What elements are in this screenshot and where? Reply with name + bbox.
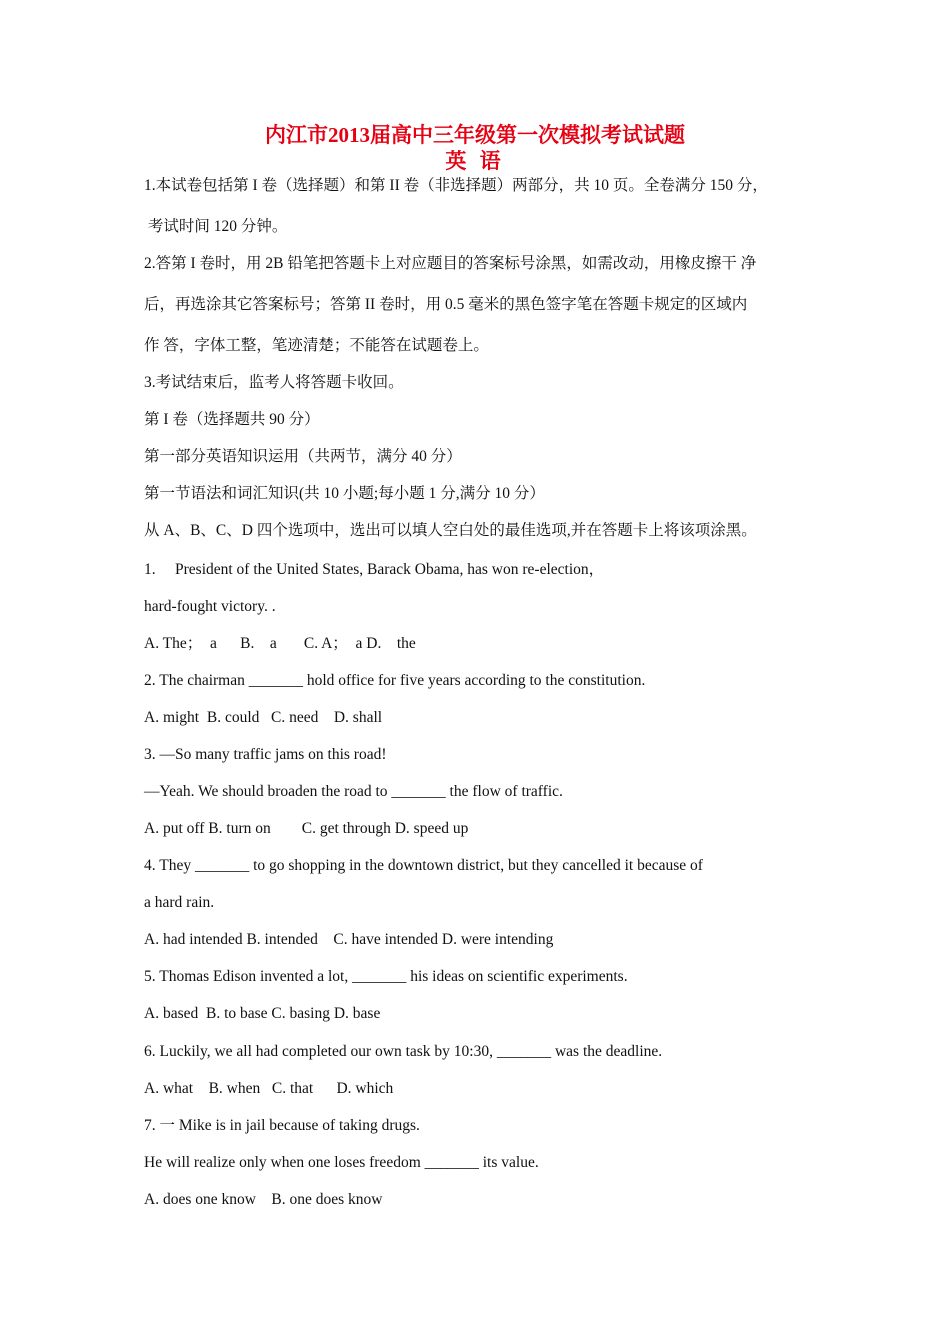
question-5: 5. Thomas Edison invented a lot, _______ his ideas on scientific experiments.	[144, 968, 628, 985]
instruction-2c: 作 答，字体工整，笔迹清楚；不能答在试题卷上。	[144, 337, 489, 354]
subsection-heading-1: 第一节语法和词汇知识(共 10 小题;每小题 1 分,满分 10 分）	[144, 485, 545, 502]
question-2-options: A. might B. could C. need D. shall	[144, 709, 383, 726]
section-heading-1: 第 I 卷（选择题共 90 分）	[144, 411, 320, 428]
instruction-3: 3.考试结束后，监考人将答题卡收回。	[144, 374, 404, 391]
question-1-cont: hard-fought victory. .	[144, 598, 276, 615]
question-7-options: A. does one know B. one does know	[144, 1191, 383, 1208]
question-3-options: A. put off B. turn on C. get through D. speed up	[144, 820, 469, 837]
instruction-2b: 后，再选涂其它答案标号；答第 II 卷时，用 0.5 毫米的黑色签字笔在答题卡规定的区域内	[144, 296, 748, 313]
question-4: 4. They _______ to go shopping in the downtown district, but they cancelled it because of	[144, 857, 703, 874]
directions: 从 A、B、C、D 四个选项中，选出可以填人空白处的最佳选项,并在答题卡上将该项涂黑。	[144, 522, 757, 539]
question-6-options: A. what B. when C. that D. which	[144, 1080, 394, 1097]
question-3: 3. —So many traffic jams on this road!	[144, 746, 387, 763]
question-1-options: A. The； a B. a C. A； a D. the	[144, 635, 416, 652]
question-1: 1. President of the United States, Barack Obama, has won re-election，	[144, 561, 605, 578]
question-7-cont: He will realize only when one loses freedom _______ its value.	[144, 1154, 539, 1171]
question-6: 6. Luckily, we all had completed our own task by 10:30, _______ was the deadline.	[144, 1043, 663, 1060]
instruction-1a: 1.本试卷包括第 I 卷（选择题）和第 II 卷（非选择题）两部分，共 10 页。全卷满分 150 分，	[144, 177, 768, 194]
page-title: 内江市2013届高中三年级第一次模拟考试试题	[265, 123, 685, 147]
instruction-1b: 考试时间 120 分钟。	[144, 218, 288, 235]
question-7: 7. 一 Mike is in jail because of taking drugs.	[144, 1117, 420, 1134]
instruction-2a: 2.答第 I 卷时，用 2B 铅笔把答题卡上对应题目的答案标号涂黑，如需改动，用橡皮擦干 净	[144, 255, 757, 272]
question-4-cont: a hard rain.	[144, 894, 215, 911]
question-2: 2. The chairman _______ hold office for five years according to the constitution.	[144, 672, 646, 689]
question-5-options: A. based B. to base C. basing D. base	[144, 1005, 381, 1022]
question-4-options: A. had intended B. intended C. have intended D. were intending	[144, 931, 554, 948]
part-heading-1: 第一部分英语知识运用（共两节，满分 40 分）	[144, 448, 462, 465]
question-3-cont: —Yeah. We should broaden the road to _______ the flow of traffic.	[144, 783, 563, 800]
page-subtitle: 英 语	[445, 149, 505, 173]
